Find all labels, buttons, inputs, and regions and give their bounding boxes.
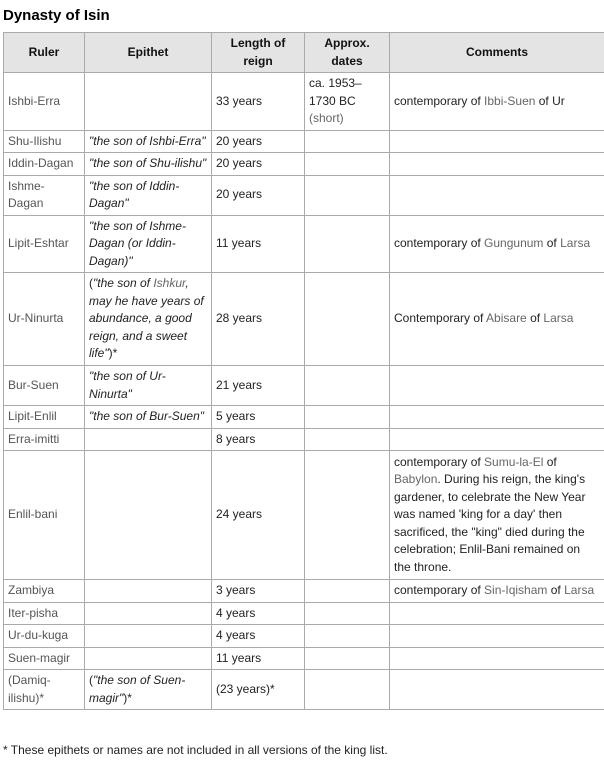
comments-cell [390,73,604,131]
link[interactable]: Ibbi-Suen [484,93,536,108]
text-segment: , may he have years of abundance, a good reign, and a sweet life" [89,276,204,361]
comments-cell [390,406,604,429]
dates-cell [305,602,390,625]
reign-cell: 33 years [212,73,305,131]
reign-cell: 5 years [212,406,305,429]
dates-cell [305,175,390,215]
text-segment: contemporary of [394,236,485,250]
ruler-cell[interactable]: Lipit-Eshtar [4,215,85,273]
comments-cell [390,130,604,153]
epithet-cell [85,647,212,670]
epithet-cell [85,130,212,153]
reign-cell: 20 years [212,175,305,215]
table-title: Dynasty of Isin [3,7,110,24]
ruler-cell[interactable]: (Damiq-ilishu)* [4,670,85,710]
dates-cell [305,625,390,648]
dates-cell [305,428,390,451]
comments-cell [390,366,604,406]
comments-cell [390,602,604,625]
table-row [4,451,604,580]
text-segment: ca. 1953–1730 BC [309,76,362,108]
header-row [4,33,604,73]
column-header-dates: Approx. dates [305,33,390,73]
link[interactable]: (short) [309,111,344,125]
table-row [4,428,604,451]
link[interactable]: Ishkur [153,276,186,291]
text-segment: "the son of Suen-magir" [89,673,186,705]
comments-cell [390,175,604,215]
ruler-cell[interactable]: Ishbi-Erra [4,73,85,131]
text-segment: "the son of [93,276,154,291]
table-row [4,625,604,648]
text-segment: contemporary of [394,454,485,469]
text-segment: contemporary of [394,93,485,108]
epithet-cell [85,73,212,131]
dates-cell [305,215,390,273]
text-segment: "the son of Ur-Ninurta" [89,369,166,401]
reign-cell: 3 years [212,580,305,603]
link[interactable]: Larsa [543,311,574,326]
epithet-cell [85,366,212,406]
text-segment: of [543,454,557,469]
reign-cell: 20 years [212,130,305,153]
reign-cell: 11 years [212,647,305,670]
table-row [4,73,604,131]
ruler-cell[interactable]: Zambiya [4,580,85,603]
dates-cell [305,153,390,176]
ruler-cell[interactable]: Enlil-bani [4,451,85,580]
comments-cell [390,153,604,176]
ruler-cell[interactable]: Erra-imitti [4,428,85,451]
reign-cell: 24 years [212,451,305,580]
text-segment: of Ur [535,93,565,108]
dates-cell [305,73,390,131]
table-row [4,580,604,603]
column-header-reign: Length of reign [212,33,305,73]
dates-cell [305,451,390,580]
dates-cell [305,670,390,710]
footnote: * These epithets or names are not included in all versions of the king list. [3,743,388,757]
table-row [4,153,604,176]
table-row [4,273,604,366]
text-segment: "the son of Ishme-Dagan (or Iddin-Dagan)" [89,218,186,268]
ruler-cell[interactable]: Lipit-Enlil [4,406,85,429]
dynasty-table [3,32,604,710]
epithet-cell [85,602,212,625]
ruler-cell[interactable]: Ur-Ninurta [4,273,85,366]
epithet-cell [85,428,212,451]
epithet-cell [85,406,212,429]
ruler-cell[interactable]: Shu-Ilishu [4,130,85,153]
ruler-cell[interactable]: Ishme-Dagan [4,175,85,215]
text-segment: ( [89,673,93,687]
table-row [4,406,604,429]
ruler-cell[interactable]: Suen-magir [4,647,85,670]
epithet-cell [85,273,212,366]
column-header-comments: Comments [390,33,604,73]
text-segment: of [526,311,544,326]
dates-cell [305,647,390,670]
table-row [4,130,604,153]
comments-cell [390,428,604,451]
table-row [4,647,604,670]
column-header-ruler: Ruler [4,33,85,73]
text-segment: contemporary of [394,583,485,597]
dates-cell [305,580,390,603]
comments-cell [390,625,604,648]
text-segment: of [543,236,561,250]
reign-cell: 11 years [212,215,305,273]
dates-cell [305,366,390,406]
epithet-cell [85,153,212,176]
text-segment: of [547,583,565,597]
link[interactable]: Babylon [394,472,438,487]
dates-cell [305,130,390,153]
comments-cell [390,215,604,273]
table-row [4,175,604,215]
reign-cell: 4 years [212,602,305,625]
reign-cell: 28 years [212,273,305,366]
epithet-cell [85,215,212,273]
dates-cell [305,273,390,366]
ruler-cell[interactable]: Ur-du-kuga [4,625,85,648]
epithet-cell [85,625,212,648]
text-segment: )* [108,346,118,361]
epithet-cell [85,451,212,580]
comments-cell [390,273,604,366]
column-header-epithet: Epithet [85,33,212,73]
text-segment: Contemporary of [394,311,487,326]
link[interactable]: Larsa [564,583,595,597]
text-segment: "the son of Ishbi-Erra" [89,133,206,148]
comments-cell [390,670,604,710]
text-segment: )* [123,690,132,705]
reign-cell: 8 years [212,428,305,451]
ruler-cell[interactable]: Iddin-Dagan [4,153,85,176]
comments-cell [390,451,604,580]
ruler-cell[interactable]: Bur-Suen [4,366,85,406]
text-segment: "the son of Shu-ilishu" [89,156,207,170]
epithet-cell [85,670,212,710]
reign-cell: 20 years [212,153,305,176]
text-segment: "the son of Bur-Suen" [89,409,205,423]
table-row [4,366,604,406]
table-row [4,670,604,710]
table-row [4,602,604,625]
comments-cell [390,647,604,670]
text-segment: . During his reign, the king's gardener, to celebrate the New Year was named 'king for a day' then sacrificed, the "king" died during the celebration; Enlil-Bani remained on the throne. [394,472,586,574]
reign-cell: 4 years [212,625,305,648]
text-segment: "the son of Iddin-Dagan" [89,178,180,210]
link[interactable]: Larsa [560,236,591,250]
epithet-cell [85,175,212,215]
link[interactable]: Abisare [486,311,527,326]
reign-cell: 21 years [212,366,305,406]
text-segment: ( [89,276,93,291]
dates-cell [305,406,390,429]
ruler-cell[interactable]: Iter-pisha [4,602,85,625]
link[interactable]: Gungunum [484,236,544,250]
reign-cell: (23 years)* [212,670,305,710]
link[interactable]: Sin-Iqisham [484,583,548,597]
table-row [4,215,604,273]
epithet-cell [85,580,212,603]
comments-cell [390,580,604,603]
link[interactable]: Sumu-la-El [484,454,544,469]
